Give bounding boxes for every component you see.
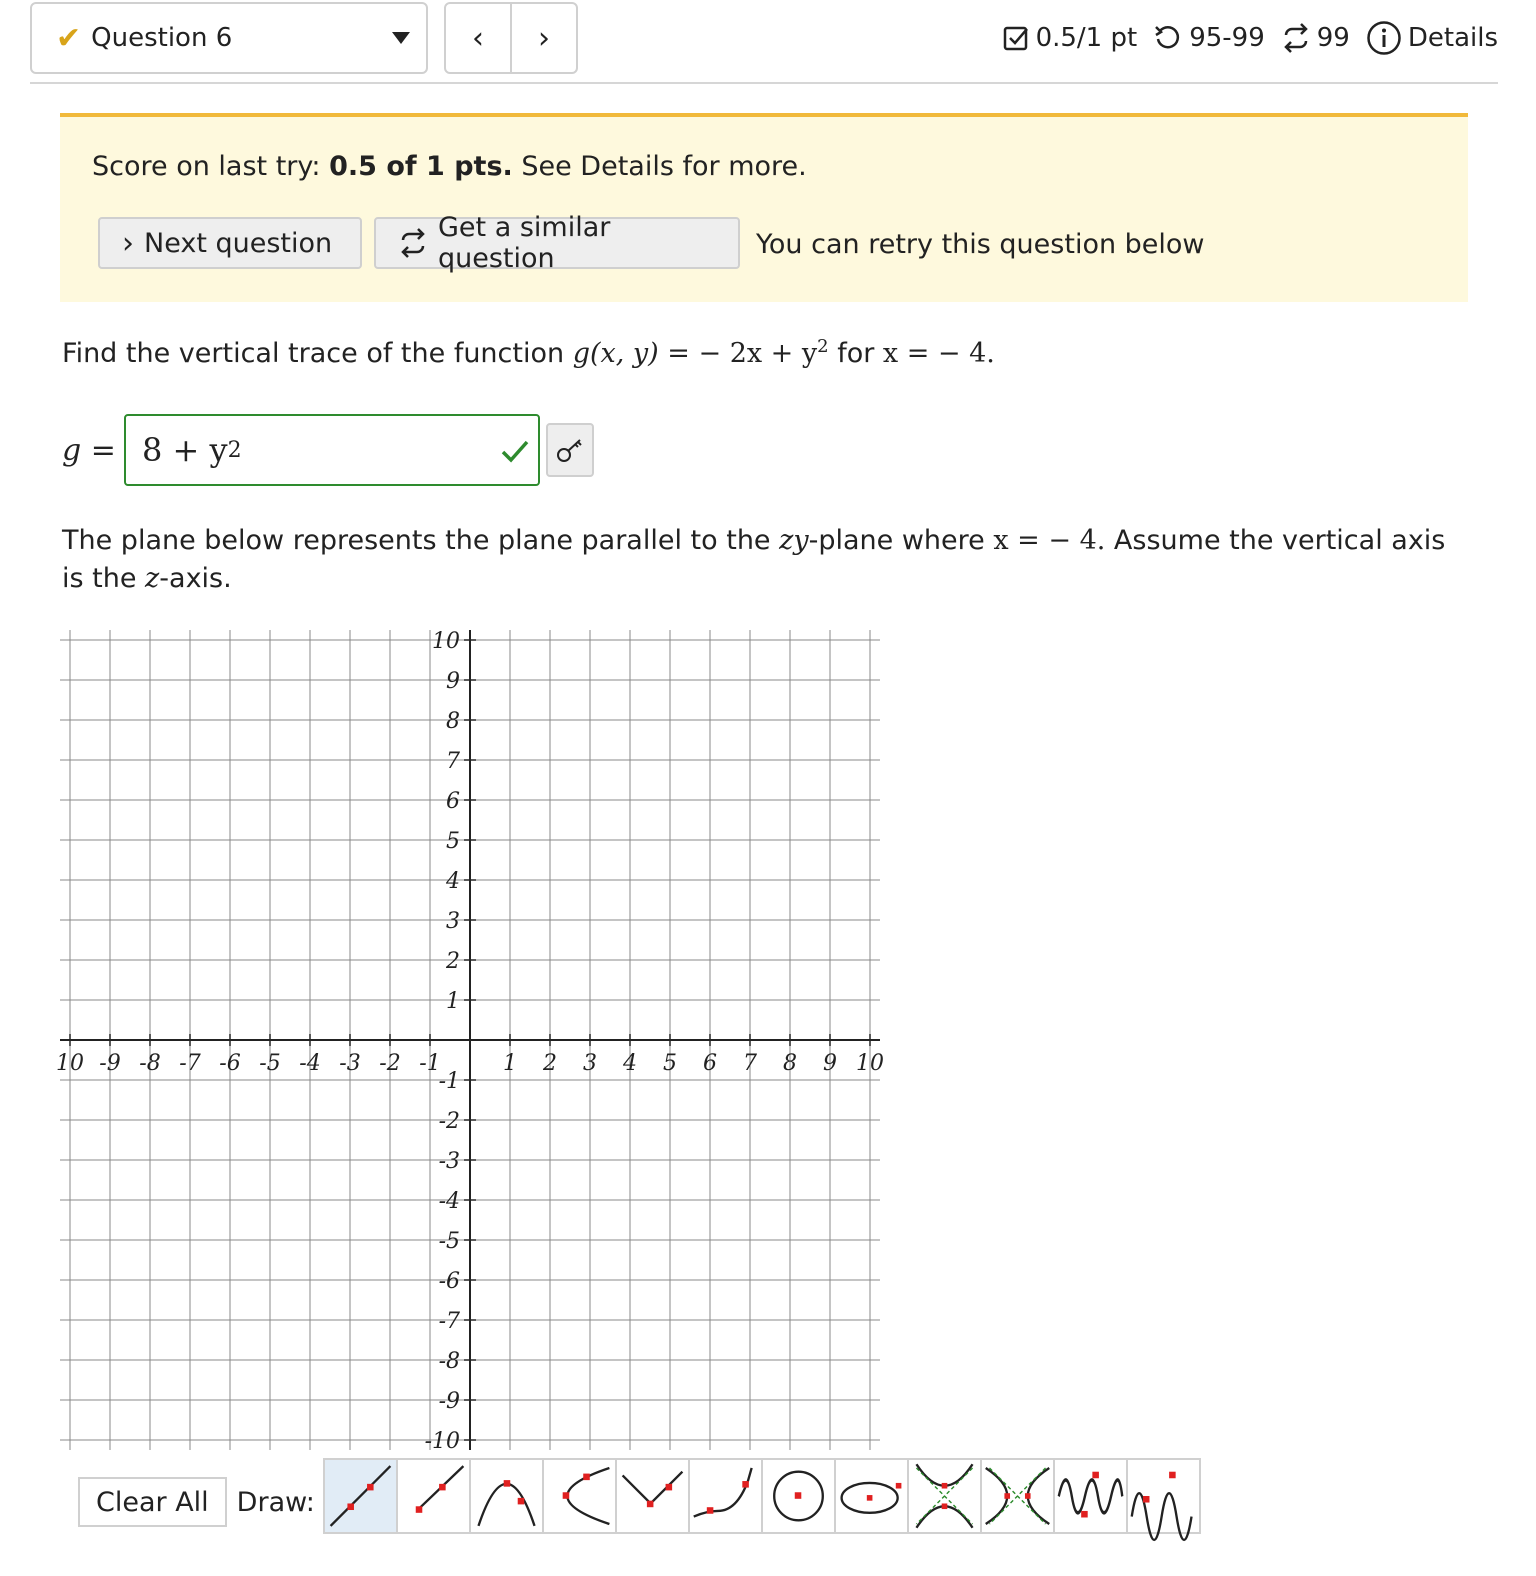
function-name: g(x, y) [572, 338, 659, 369]
x-tick-label: -4 [299, 1051, 321, 1076]
score-value: 0.5 of 1 pts. [329, 151, 513, 182]
info-icon [1366, 20, 1402, 56]
draw-toolbar [78, 1458, 1201, 1534]
segment-icon [398, 1460, 469, 1532]
caret-down-icon [392, 32, 410, 44]
x-tick-label: 8 [783, 1051, 797, 1076]
draw-tool-cubic[interactable] [688, 1458, 763, 1534]
x-tick-label: -2 [379, 1051, 401, 1076]
draw-tool-parabola[interactable] [469, 1458, 544, 1534]
x-tick-label: 2 [543, 1051, 557, 1076]
y-tick-label: -7 [438, 1309, 460, 1334]
question-prompt [62, 336, 995, 369]
y-tick-label: -5 [438, 1229, 460, 1254]
y-tick-label: -10 [424, 1429, 460, 1454]
question-select[interactable] [30, 2, 428, 74]
x-tick-label: 7 [743, 1051, 757, 1076]
x-tick-label: -6 [219, 1051, 241, 1076]
desc-zy: zy [779, 525, 809, 556]
checkbox-icon [1002, 24, 1030, 52]
y-tick-label: 9 [446, 669, 460, 694]
circle-icon [763, 1460, 834, 1532]
x-tick-label: 4 [623, 1051, 637, 1076]
sine-icon [1055, 1460, 1126, 1532]
x-tick-label: -5 [259, 1051, 281, 1076]
y-tick-label: 3 [446, 909, 460, 934]
versions-text: 99 [1316, 23, 1350, 53]
x-tick-label: 1 [503, 1051, 517, 1076]
draw-tool-cosine[interactable] [1126, 1458, 1201, 1534]
condition: x = − 4. [882, 338, 995, 369]
draw-tool-sine[interactable] [1053, 1458, 1128, 1534]
draw-tool-absolute-value[interactable] [615, 1458, 690, 1534]
graph-canvas[interactable] [56, 629, 884, 1454]
attempts-text: 95-99 [1189, 23, 1265, 53]
y-tick-label: 7 [446, 749, 460, 774]
x-tick-label: 6 [703, 1051, 717, 1076]
versions-info [1281, 23, 1350, 53]
score-info [1002, 23, 1138, 53]
y-tick-label: -3 [438, 1149, 460, 1174]
score-banner [60, 113, 1468, 302]
y-tick-label: 8 [446, 709, 460, 734]
desc-condition: x = − 4. [993, 525, 1106, 556]
function-expression: = − 2x + y [658, 338, 818, 369]
chevron-right-icon: › [538, 20, 550, 56]
function-exponent: 2 [817, 336, 829, 357]
score-prefix: Score on last try: [92, 151, 330, 182]
y-tick-label: -2 [438, 1109, 460, 1134]
x-tick-label: -3 [339, 1051, 361, 1076]
ellipse-icon [836, 1460, 907, 1532]
cubic-icon [690, 1460, 761, 1532]
correct-check-icon [500, 436, 530, 466]
y-tick-label: -6 [438, 1269, 460, 1294]
clear-all-button[interactable]: Clear All [78, 1477, 227, 1527]
y-tick-label: 2 [446, 949, 460, 974]
y-tick-label: 5 [446, 829, 460, 854]
attempts-info [1153, 23, 1265, 53]
swap-icon [398, 228, 428, 258]
desc-part2: -plane where [808, 525, 994, 556]
question-meta [1002, 20, 1498, 56]
hyperbola-vertical-icon [909, 1460, 980, 1532]
draw-tool-hyperbola-horizontal[interactable] [980, 1458, 1055, 1534]
plane-description [62, 522, 1452, 598]
x-tick-label: -9 [99, 1051, 121, 1076]
x-tick-label: 9 [823, 1051, 837, 1076]
chevron-left-icon: ‹ [472, 20, 484, 56]
last-score [92, 151, 807, 182]
y-tick-label: -9 [438, 1389, 460, 1414]
draw-tool-line[interactable] [323, 1458, 398, 1534]
x-tick-label: 5 [663, 1051, 677, 1076]
absolute-value-icon [617, 1460, 688, 1532]
question-nav [444, 2, 578, 74]
retry-icon [1153, 23, 1183, 53]
next-question-label: Next question [144, 227, 333, 259]
desc-part3: Assume the vertical axis is the [62, 525, 1446, 594]
check-icon: ✔ [56, 20, 82, 56]
top-bar [30, 2, 1498, 84]
y-tick-label: -1 [438, 1069, 460, 1094]
x-tick-label: -8 [139, 1051, 161, 1076]
answer-exponent: 2 [227, 437, 242, 463]
y-tick-label: 10 [432, 629, 460, 654]
parabola-icon [471, 1460, 542, 1532]
key-icon [555, 435, 585, 465]
x-tick-label: 10 [856, 1051, 884, 1076]
draw-tool-ellipse[interactable] [834, 1458, 909, 1534]
swap-icon [1281, 23, 1311, 53]
y-tick-label: -4 [438, 1189, 460, 1214]
desc-part1: The plane below represents the plane parallel to the [62, 525, 780, 556]
retry-text: You can retry this question below [756, 229, 1205, 260]
answer-row [62, 414, 594, 486]
y-tick-label: 6 [446, 789, 460, 814]
x-tick-label: 3 [583, 1051, 597, 1076]
cosine-icon [1128, 1460, 1199, 1532]
for-text: for [828, 338, 883, 369]
similar-question-button[interactable] [374, 212, 740, 274]
x-tick-label: 10 [56, 1051, 84, 1076]
next-question-arrow-button[interactable] [512, 4, 576, 72]
draw-tool-segment[interactable] [396, 1458, 471, 1534]
draw-tools [325, 1458, 1201, 1534]
hyperbola-horizontal-icon [982, 1460, 1053, 1532]
prev-question-button[interactable] [446, 4, 512, 72]
answer-value: 8 + y [142, 431, 228, 469]
key-button[interactable] [546, 423, 594, 477]
score-text: 0.5/1 pt [1035, 23, 1138, 53]
draw-tool-hyperbola-vertical[interactable] [907, 1458, 982, 1534]
answer-input[interactable] [124, 414, 540, 486]
details-label: Details [1407, 23, 1498, 53]
desc-part4: -axis. [159, 563, 232, 594]
prompt-text: Find the vertical trace of the function [62, 338, 573, 369]
next-question-button[interactable] [98, 217, 362, 269]
details-link[interactable] [1366, 20, 1498, 56]
desc-z: z [145, 563, 160, 594]
y-tick-label: 4 [446, 869, 460, 894]
question-label: Question 6 [91, 23, 233, 53]
x-tick-label: -1 [419, 1051, 441, 1076]
score-suffix: See Details for more. [512, 151, 807, 182]
line-icon [325, 1460, 396, 1532]
draw-label: Draw: [236, 1486, 315, 1518]
answer-label: g = [62, 432, 116, 468]
x-tick-label: -7 [179, 1051, 201, 1076]
draw-tool-circle[interactable] [761, 1458, 836, 1534]
draw-tool-horizontal-parabola[interactable] [542, 1458, 617, 1534]
chevron-right-icon: › [122, 225, 134, 261]
y-tick-label: 1 [446, 989, 460, 1014]
similar-question-label: Get a similar question [438, 212, 611, 274]
y-tick-label: -8 [438, 1349, 460, 1374]
horizontal-parabola-icon [544, 1460, 615, 1532]
